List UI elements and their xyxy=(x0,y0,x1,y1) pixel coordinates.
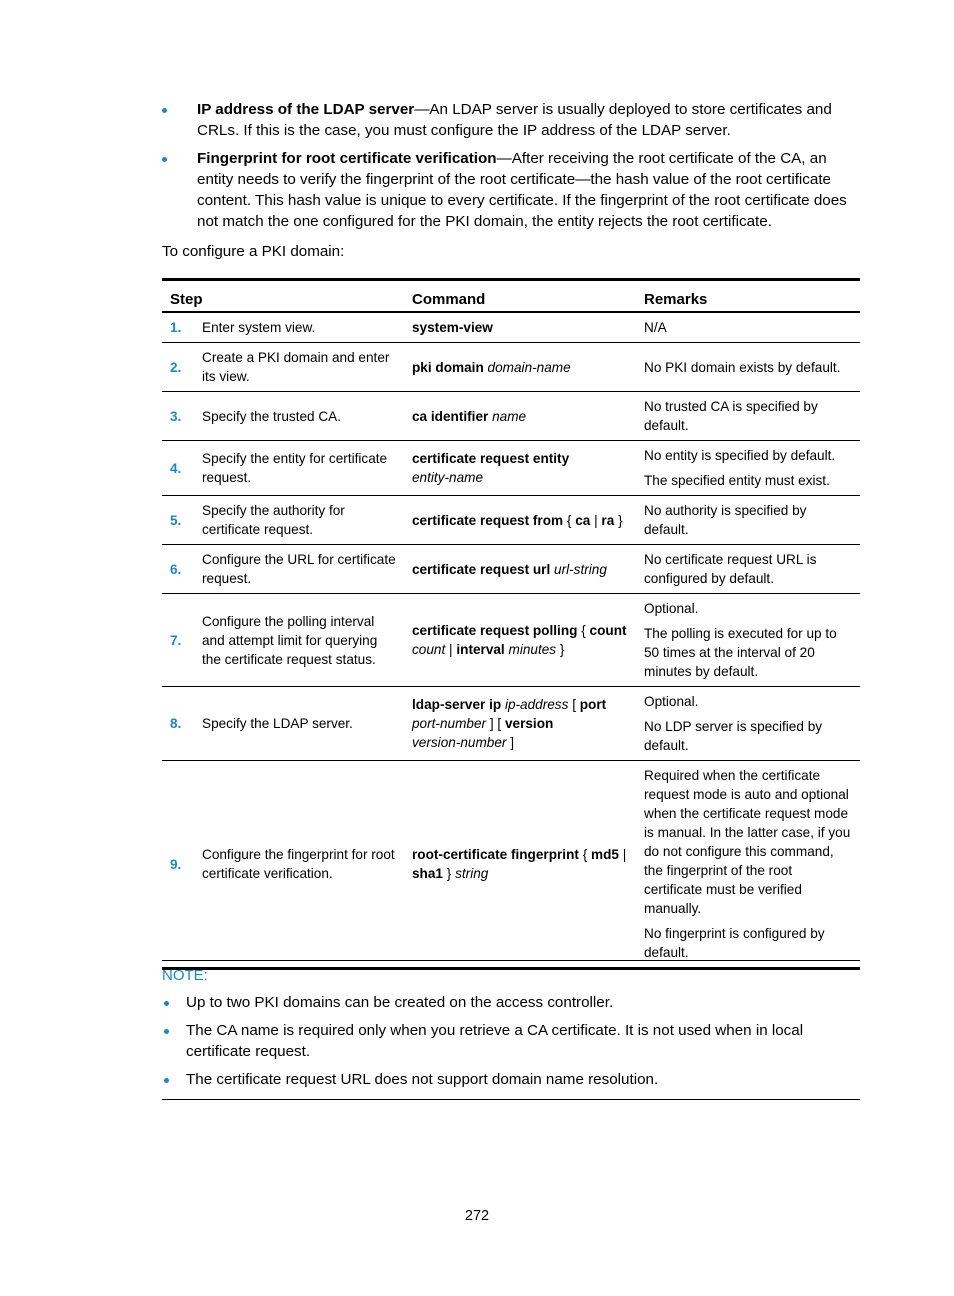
bullet-term: IP address of the LDAP server xyxy=(197,101,415,118)
step-number: 1. xyxy=(170,320,182,335)
table-row xyxy=(162,761,860,969)
command-keyword: certificate request url xyxy=(412,561,551,577)
note-item xyxy=(162,1069,860,1090)
command-syntax: | xyxy=(622,847,627,862)
step-cell xyxy=(162,687,404,761)
table-row xyxy=(162,594,860,687)
remark-text: Required when the certificate request mode is auto and optional when the certificate request mode is manual. In the latter case, if you do not configure this command, the fingerprint of the root certificate must be verified manually. xyxy=(644,768,851,916)
remark-text: No PKI domain exists by default. xyxy=(644,359,841,375)
step-cell xyxy=(162,441,404,496)
step-text: Specify the trusted CA. xyxy=(202,408,342,424)
note-item xyxy=(162,1020,860,1062)
table-row xyxy=(162,687,860,761)
remarks-cell xyxy=(636,441,860,496)
command-argument: port-number xyxy=(412,716,487,731)
command-syntax: } xyxy=(446,866,452,881)
table-row xyxy=(162,441,860,496)
table-row xyxy=(162,545,860,594)
step-text: Specify the LDAP server. xyxy=(202,716,353,731)
note-item xyxy=(162,992,860,1013)
command-keyword: ldap-server ip xyxy=(412,697,502,712)
step-number: 7. xyxy=(170,632,182,648)
note-text: Up to two PKI domains can be created on the access controller. xyxy=(186,994,614,1011)
step-text: Specify the authority for certificate request. xyxy=(202,503,345,537)
command-cell xyxy=(404,687,636,761)
command-cell xyxy=(404,545,636,594)
remark-text: No entity is specified by default. xyxy=(644,448,836,463)
step-text: Specify the entity for certificate request. xyxy=(202,451,388,485)
step-number: 9. xyxy=(170,856,182,872)
bullet-dot-icon xyxy=(162,108,167,113)
command-keyword: ra xyxy=(601,512,615,528)
command-keyword: certificate request from xyxy=(412,512,564,528)
remarks-cell xyxy=(636,312,860,343)
step-number: 6. xyxy=(170,561,182,577)
step-cell xyxy=(162,545,404,594)
command-cell xyxy=(404,441,636,496)
command-syntax: } xyxy=(559,642,565,657)
command-syntax: } xyxy=(618,512,623,528)
header-step: Step xyxy=(170,291,203,308)
bullet-text: —After receiving the root certificate of the CA, an entity needs to verify the fingerprint of the root certificate—the hash value of the root certificate content. This hash value is unique to every certificate. If the fingerprint of the root certificate does not match the one configured for the PKI domain, the entity rejects the root certificate. xyxy=(197,150,847,230)
bullet-term: Fingerprint for root certificate verification xyxy=(197,150,497,167)
command-keyword: system-view xyxy=(412,320,493,335)
bullet-dot-icon xyxy=(162,157,167,162)
table-row xyxy=(162,496,860,545)
bullet-dot-icon xyxy=(164,1078,169,1083)
header-remarks: Remarks xyxy=(644,291,708,308)
remarks-cell xyxy=(636,594,860,687)
command-syntax: ] [ xyxy=(489,716,502,731)
remark-text: Optional. xyxy=(644,694,699,709)
step-number: 8. xyxy=(170,716,182,731)
remarks-cell xyxy=(636,545,860,594)
command-argument: version-number xyxy=(412,735,507,750)
bullet-item-ldap xyxy=(162,99,864,141)
step-cell xyxy=(162,496,404,545)
header-command: Command xyxy=(412,291,486,308)
command-cell xyxy=(404,312,636,343)
step-cell xyxy=(162,761,404,969)
bullet-text: —An LDAP server is usually deployed to store certificates and CRLs. If this is the case, you must configure the IP address of the LDAP server. xyxy=(197,101,832,139)
step-number: 3. xyxy=(170,408,182,424)
step-text: Configure the polling interval and attempt limit for querying the certificate request status. xyxy=(202,613,378,667)
command-keyword: ca xyxy=(575,512,591,528)
command-argument: count xyxy=(412,642,446,657)
remark-text: No fingerprint is configured by default. xyxy=(644,926,825,960)
step-text: Configure the fingerprint for root certificate verification. xyxy=(202,847,395,881)
step-number: 4. xyxy=(170,460,182,476)
remark-text: No LDP server is specified by default. xyxy=(644,719,823,753)
command-argument: ip-address xyxy=(504,697,569,712)
command-keyword: version xyxy=(504,716,554,731)
step-cell xyxy=(162,594,404,687)
remark-text: No authority is specified by default. xyxy=(644,503,807,537)
remark-text: N/A xyxy=(644,320,667,335)
command-syntax: | xyxy=(449,642,453,657)
note-text: The CA name is required only when you retrieve a CA certificate. It is not used when in local certificate request. xyxy=(186,1022,804,1060)
command-cell xyxy=(404,496,636,545)
command-keyword: sha1 xyxy=(412,866,443,881)
command-syntax: ] xyxy=(510,735,515,750)
remark-text: No trusted CA is specified by default. xyxy=(644,399,818,433)
step-cell xyxy=(162,392,404,441)
remarks-cell xyxy=(636,392,860,441)
remark-text: The specified entity must exist. xyxy=(644,473,830,488)
command-keyword: count xyxy=(589,623,627,638)
command-keyword: interval xyxy=(456,642,505,657)
command-keyword: root-certificate fingerprint xyxy=(412,847,579,862)
command-cell xyxy=(404,343,636,392)
note-text: The certificate request URL does not support domain name resolution. xyxy=(186,1071,659,1088)
remark-text: No certificate request URL is configured by default. xyxy=(644,552,817,586)
remarks-cell xyxy=(636,687,860,761)
config-table xyxy=(162,278,860,970)
step-text: Configure the URL for certificate request. xyxy=(202,552,396,586)
step-cell xyxy=(162,312,404,343)
command-argument: string xyxy=(455,866,489,881)
note-box xyxy=(162,960,860,1100)
intro-text: To configure a PKI domain: xyxy=(162,243,345,260)
remarks-cell xyxy=(636,496,860,545)
command-argument: entity-name xyxy=(412,470,484,485)
step-cell xyxy=(162,343,404,392)
remark-text: Optional. xyxy=(644,601,699,616)
bullet-item-fingerprint xyxy=(162,148,864,232)
command-argument: url-string xyxy=(554,561,607,577)
command-cell xyxy=(404,761,636,969)
command-keyword: certificate request polling xyxy=(412,623,578,638)
table-row xyxy=(162,312,860,343)
command-syntax: { xyxy=(582,847,588,862)
command-keyword: ca identifier xyxy=(412,408,489,424)
bullet-dot-icon xyxy=(164,1029,169,1034)
step-number: 2. xyxy=(170,359,182,375)
command-keyword: port xyxy=(579,697,607,712)
page-number: 272 xyxy=(464,1208,490,1224)
command-syntax: { xyxy=(581,623,586,638)
step-text: Create a PKI domain and enter its view. xyxy=(202,350,390,384)
command-syntax: { xyxy=(566,512,572,528)
table-row xyxy=(162,343,860,392)
command-syntax: | xyxy=(594,512,598,528)
command-syntax: [ xyxy=(572,697,576,712)
bullet-dot-icon xyxy=(164,1001,169,1006)
table-row xyxy=(162,392,860,441)
step-text: Enter system view. xyxy=(202,320,316,335)
table-header-row xyxy=(162,280,860,313)
command-argument: minutes xyxy=(508,642,557,657)
command-cell xyxy=(404,594,636,687)
command-argument: domain-name xyxy=(487,359,571,375)
command-argument: name xyxy=(492,408,527,424)
command-keyword: md5 xyxy=(591,847,619,862)
note-label: NOTE: xyxy=(162,967,208,984)
remark-text: The polling is executed for up to 50 times at the interval of 20 minutes by default. xyxy=(644,626,837,679)
step-number: 5. xyxy=(170,512,182,528)
command-keyword: pki domain xyxy=(412,359,484,375)
command-cell xyxy=(404,392,636,441)
command-keyword: certificate request entity xyxy=(412,451,570,466)
remarks-cell xyxy=(636,761,860,969)
bullet-list xyxy=(162,99,864,239)
remarks-cell xyxy=(636,343,860,392)
